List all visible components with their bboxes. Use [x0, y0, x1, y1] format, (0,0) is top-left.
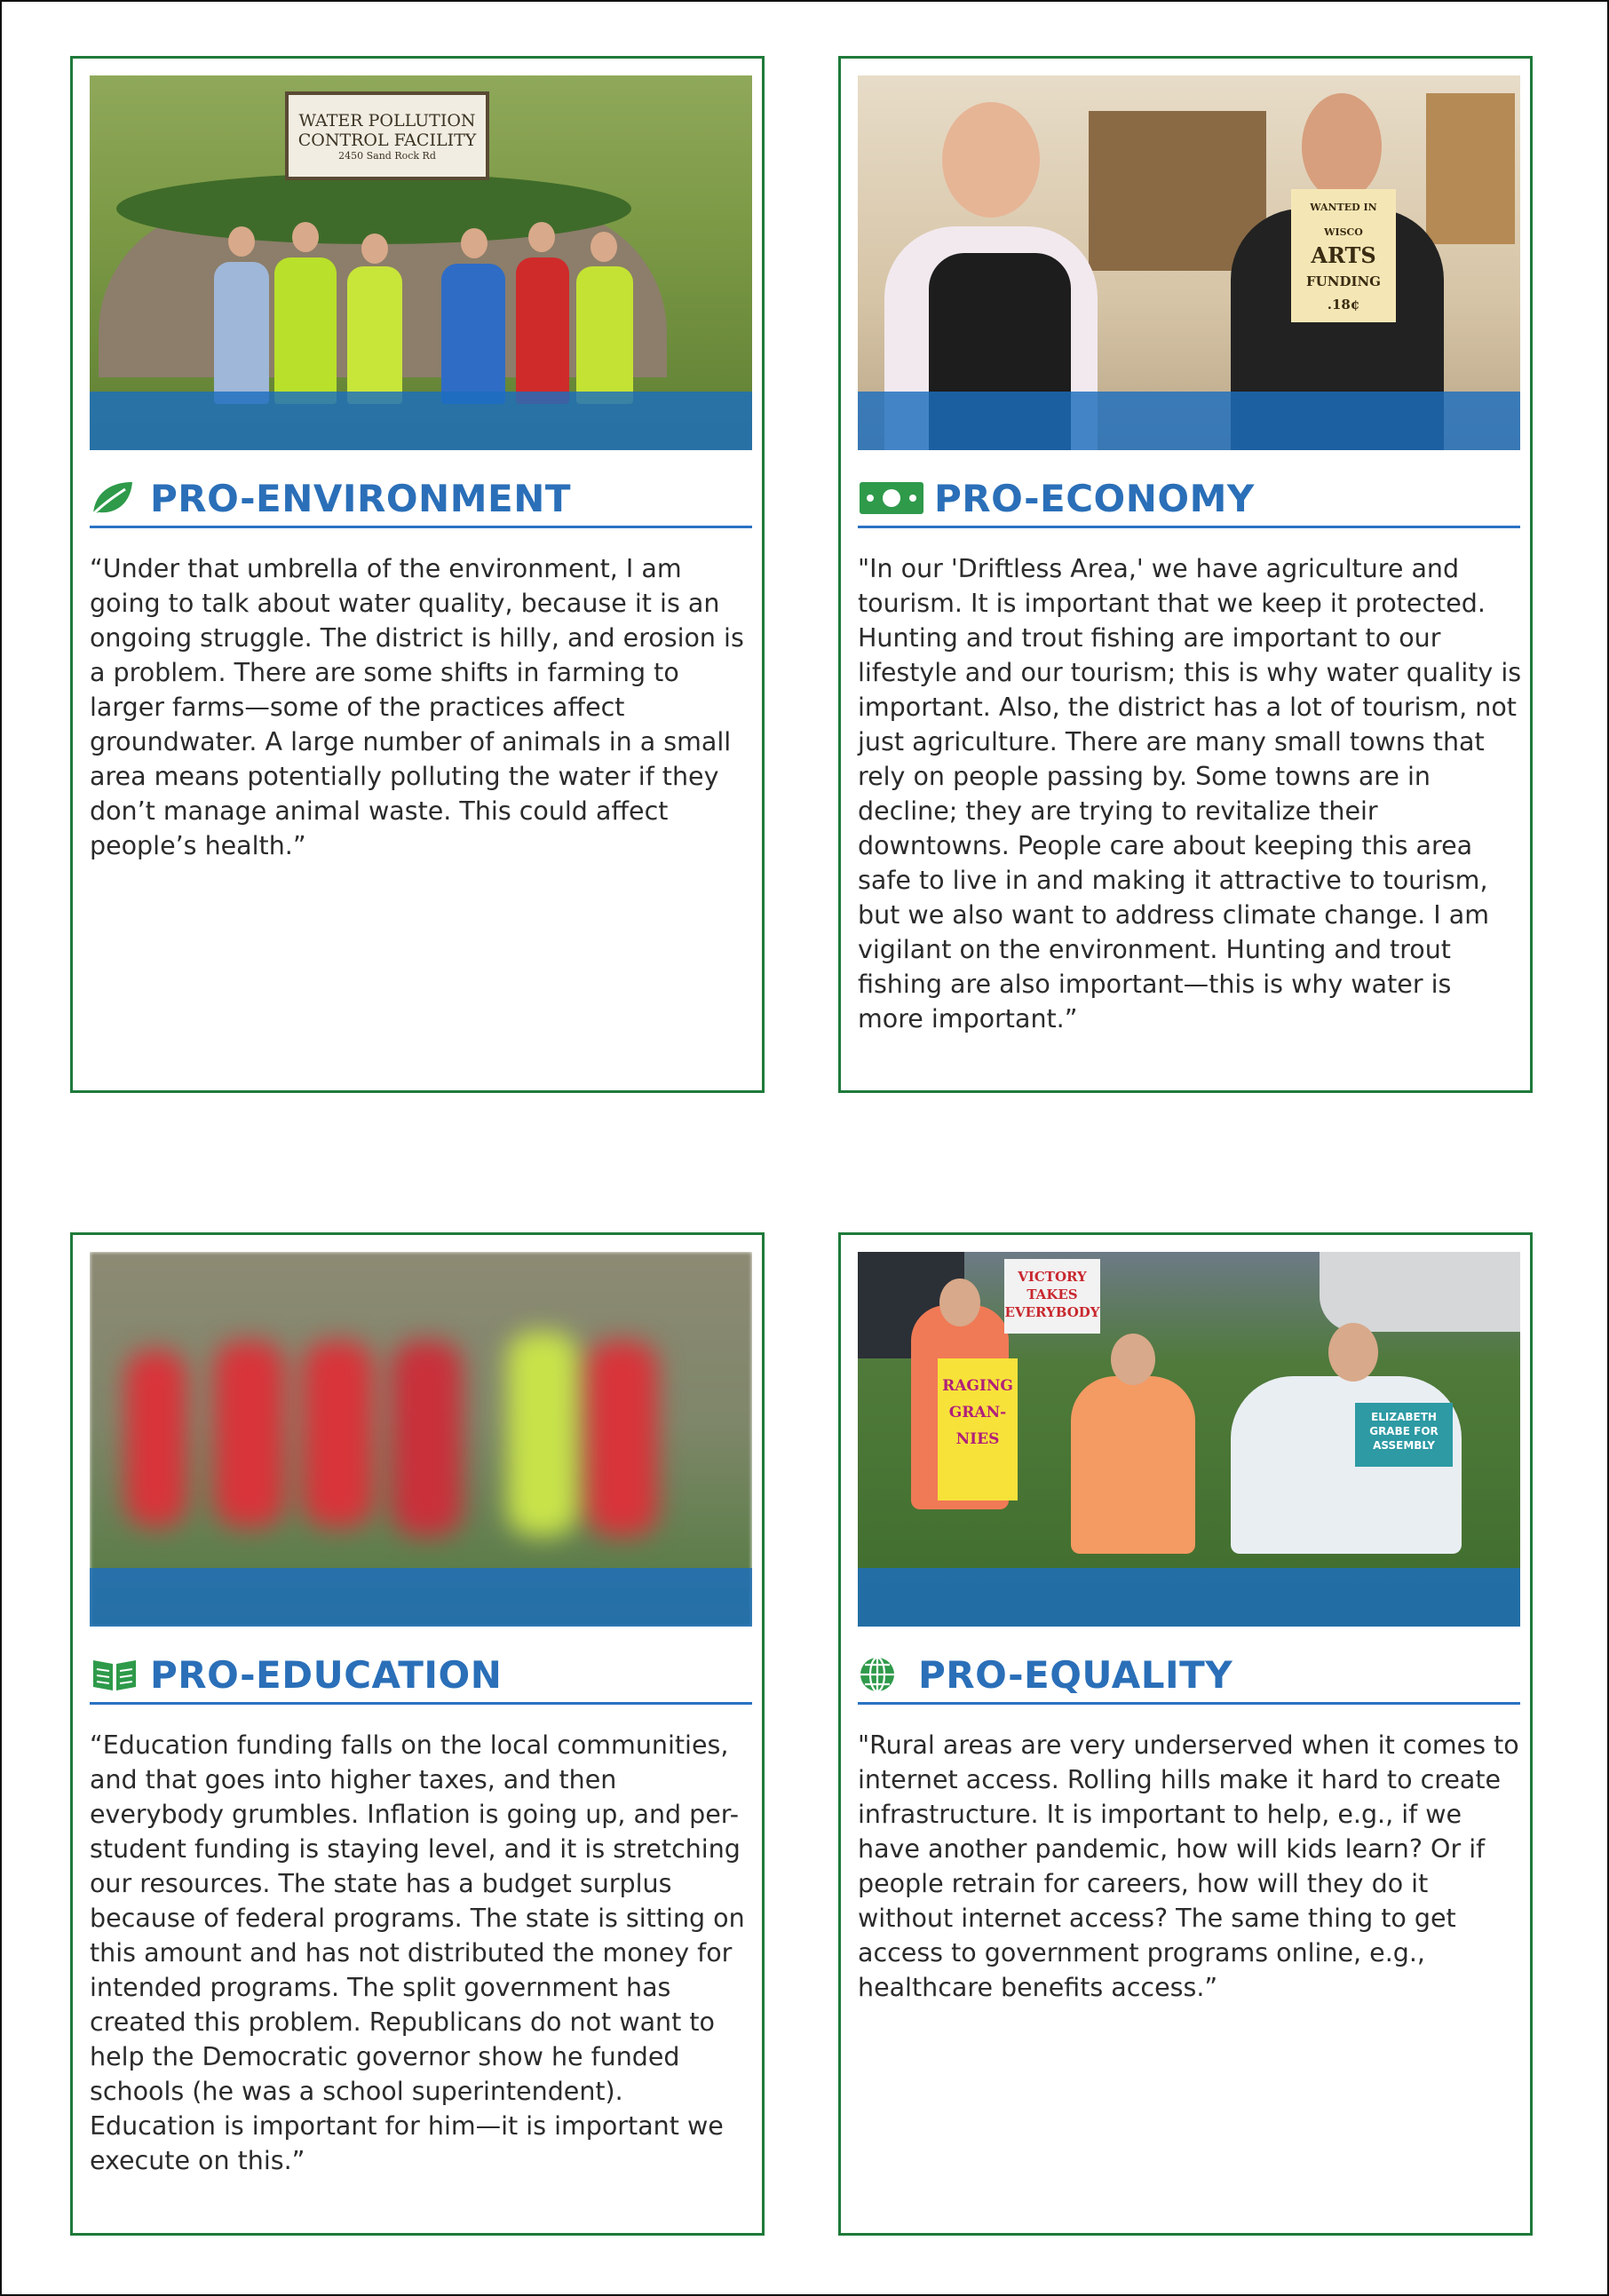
photo-overlay-band	[90, 392, 752, 450]
shirt-text-content: ELIZABETH GRABE FOR ASSEMBLY	[1369, 1411, 1439, 1452]
quote-text: “Education funding falls on the local communities, and that goes into higher taxes, and then everybody grumbles. Inflation is going up, and per-student funding is staying level, and it is stretching our resources. The state has a budget surplus because of federal programs. The state is sitting on this amount and has not distributed the money for intended programs. The split government has created this problem. Republicans do not want to help the Democratic governor show he funded schools (he was a school superintendent). Education is important for him—it is important we execute on this.”	[90, 1730, 745, 2175]
sign-raging-grannies	[938, 1358, 1018, 1500]
section-title: PRO-EQUALITY	[918, 1652, 1233, 1697]
book-icon	[90, 1654, 141, 1695]
photo-arts-funding	[858, 75, 1520, 450]
section-title: PRO-ENVIRONMENT	[150, 476, 571, 520]
section-title: PRO-ECONOMY	[934, 476, 1255, 520]
card-pro-equality	[838, 1232, 1533, 2236]
facility-sign	[285, 91, 489, 180]
sign-line-1: WATER POLLUTION	[298, 111, 476, 131]
section-title: PRO-EDUCATION	[150, 1652, 503, 1697]
sign-line-2: CONTROL FACILITY	[297, 131, 477, 150]
heading-row	[90, 471, 752, 528]
poster-line-2: ARTS	[1311, 242, 1376, 268]
photo-overlay-band	[858, 1568, 1520, 1627]
shirt-text	[1355, 1403, 1453, 1467]
arts-funding-poster	[1291, 189, 1396, 322]
poster-line-3: FUNDING	[1306, 273, 1381, 289]
sign-raging-grannies-text: RAGING GRAN-NIES	[942, 1377, 1013, 1448]
leaf-icon	[90, 478, 141, 519]
sign-line-3: 2450 Sand Rock Rd	[338, 150, 436, 162]
heading-row	[90, 1647, 752, 1705]
heading-row	[858, 1647, 1520, 1705]
poster-line-4: .18¢	[1327, 297, 1360, 313]
photo-overlay-band	[90, 1568, 752, 1627]
quote-text: “Under that umbrella of the environment, I am going to talk about water quality, because it is an ongoing struggle. The district is hilly, and erosion is a problem. There are some shifts in farming to larger farms—some of the practices affect groundwater. A large number of animals in a small area means potentially polluting the water if they don’t manage animal waste. This could affect people’s health.”	[90, 554, 744, 860]
quote-text: "In our 'Driftless Area,' we have agriculture and tourism. It is important that we keep it protected. Hunting and trout fishing are important to our lifestyle and our tourism; this is why water quality is important. Also, the district has a lot of tourism, not just agriculture. There are many small towns that rely on people passing by. Some towns are in decline; they are trying to revitalize their downtowns. People care about keeping this area safe to live in and making it attractive to tourism, but we also want to address climate change. I am vigilant on the environment. Hunting and trout fishing are also important—this is why water is more important.”	[858, 554, 1522, 1033]
quote-text: "Rural areas are very underserved when it comes to internet access. Rolling hills make it hard to create infrastructure. It is important to help, e.g., if we have another pandemic, how will kids learn? Or if people retrain for careers, how will they do it without internet access? The same thing to get access to government programs online, e.g., healthcare benefits access.”	[858, 1730, 1519, 2002]
photo-students-blurred	[90, 1252, 752, 1627]
poster-line-1: WANTED IN WISCO	[1310, 202, 1377, 238]
card-pro-economy	[838, 56, 1533, 1093]
sign-victory	[1004, 1259, 1100, 1334]
money-icon	[858, 478, 925, 519]
card-pro-education	[70, 1232, 765, 2236]
photo-water-facility	[90, 75, 752, 450]
sign-victory-text: VICTORY TAKES EVERYBODY	[1004, 1269, 1100, 1320]
card-pro-environment	[70, 56, 765, 1093]
globe-icon	[858, 1654, 909, 1695]
photo-overlay-band	[858, 392, 1520, 450]
photo-rally-supporters	[858, 1252, 1520, 1627]
heading-row	[858, 471, 1520, 528]
